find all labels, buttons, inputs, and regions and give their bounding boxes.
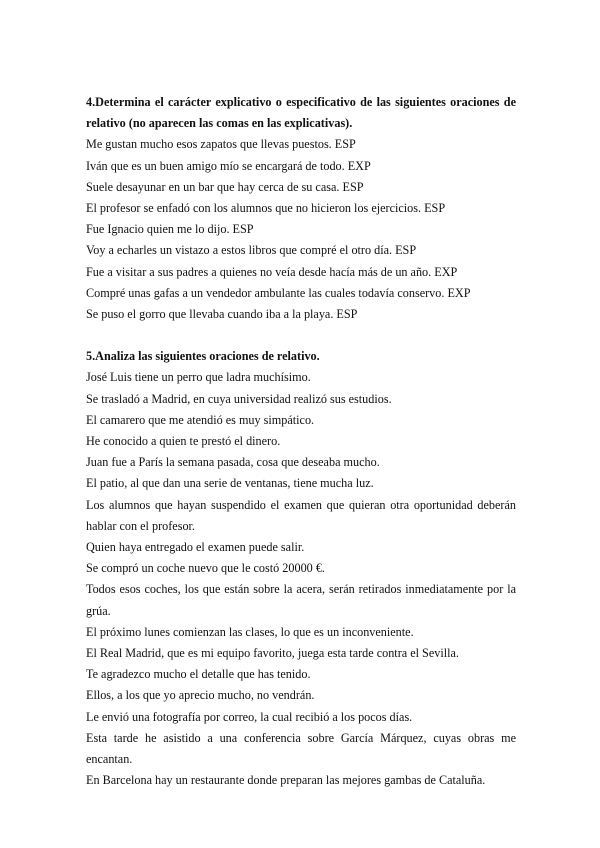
list-item: El camarero que me atendió es muy simpático. xyxy=(86,412,315,427)
list-item: El Real Madrid, que es mi equipo favorito, juega esta tarde contra el Sevilla. xyxy=(86,646,459,661)
list-item: Se puso el gorro que llevaba cuando iba a la playa. ESP xyxy=(86,307,358,322)
list-item: José Luis tiene un perro que ladra muchísimo. xyxy=(86,370,311,385)
list-item: Me gustan mucho esos zapatos que llevas puestos. ESP xyxy=(86,137,356,152)
list-item: Iván que es un buen amigo mío se encargará de todo. EXP xyxy=(86,158,371,173)
document-body xyxy=(86,92,516,792)
section-5-heading: 5.Analiza las siguientes oraciones de relativo. xyxy=(86,349,320,364)
list-item: Le envió una fotografía por correo, la cual recibió a los pocos días. xyxy=(86,709,413,724)
list-item: El profesor se enfadó con los alumnos que no hicieron los ejercicios. ESP xyxy=(86,201,446,216)
list-item: He conocido a quien te prestó el dinero. xyxy=(86,434,281,449)
list-item: El próximo lunes comienzan las clases, lo que es un inconveniente. xyxy=(86,624,414,639)
list-item: El patio, al que dan una serie de ventanas, tiene mucha luz. xyxy=(86,476,374,491)
list-item: Todos esos coches, los que están sobre la acera, serán retirados inmediatamente por la grúa. xyxy=(86,582,516,618)
list-item: Ellos, a los que yo aprecio mucho, no vendrán. xyxy=(86,688,315,703)
section-spacer xyxy=(86,325,516,346)
list-item: Esta tarde he asistido a una conferencia sobre García Márquez, cuyas obras me encantan. xyxy=(86,730,516,767)
list-item: Voy a echarles un vistazo a estos libros que compré el otro día. ESP xyxy=(86,243,417,258)
list-item: Compré unas gafas a un vendedor ambulante las cuales todavía conservo. EXP xyxy=(86,285,471,300)
list-item: Se compró un coche nuevo que le costó 20000 €. xyxy=(86,561,325,576)
list-item: Quien haya entregado el examen puede salir. xyxy=(86,540,305,555)
list-item: En Barcelona hay un restaurante donde preparan las mejores gambas de Cataluña. xyxy=(86,773,486,788)
list-item: Fue a visitar a sus padres a quienes no veía desde hacía más de un año. EXP xyxy=(86,264,458,279)
list-item: Te agradezco mucho el detalle que has tenido. xyxy=(86,667,311,682)
section-4-heading: 4.Determina el carácter explicativo o especificativo de las siguientes oraciones de relativo (no aparecen las comas en las explicativas). xyxy=(86,95,516,131)
list-item: Fue Ignacio quien me lo dijo. ESP xyxy=(86,222,254,237)
list-item: Se trasladó a Madrid, en cuya universidad realizó sus estudios. xyxy=(86,391,392,406)
list-item: Suele desayunar en un bar que hay cerca de su casa. ESP xyxy=(86,179,364,194)
list-item: Juan fue a París la semana pasada, cosa que deseaba mucho. xyxy=(86,455,380,470)
list-item: Los alumnos que hayan suspendido el examen que quieran otra oportunidad deberán hablar con el profesor. xyxy=(86,497,516,533)
